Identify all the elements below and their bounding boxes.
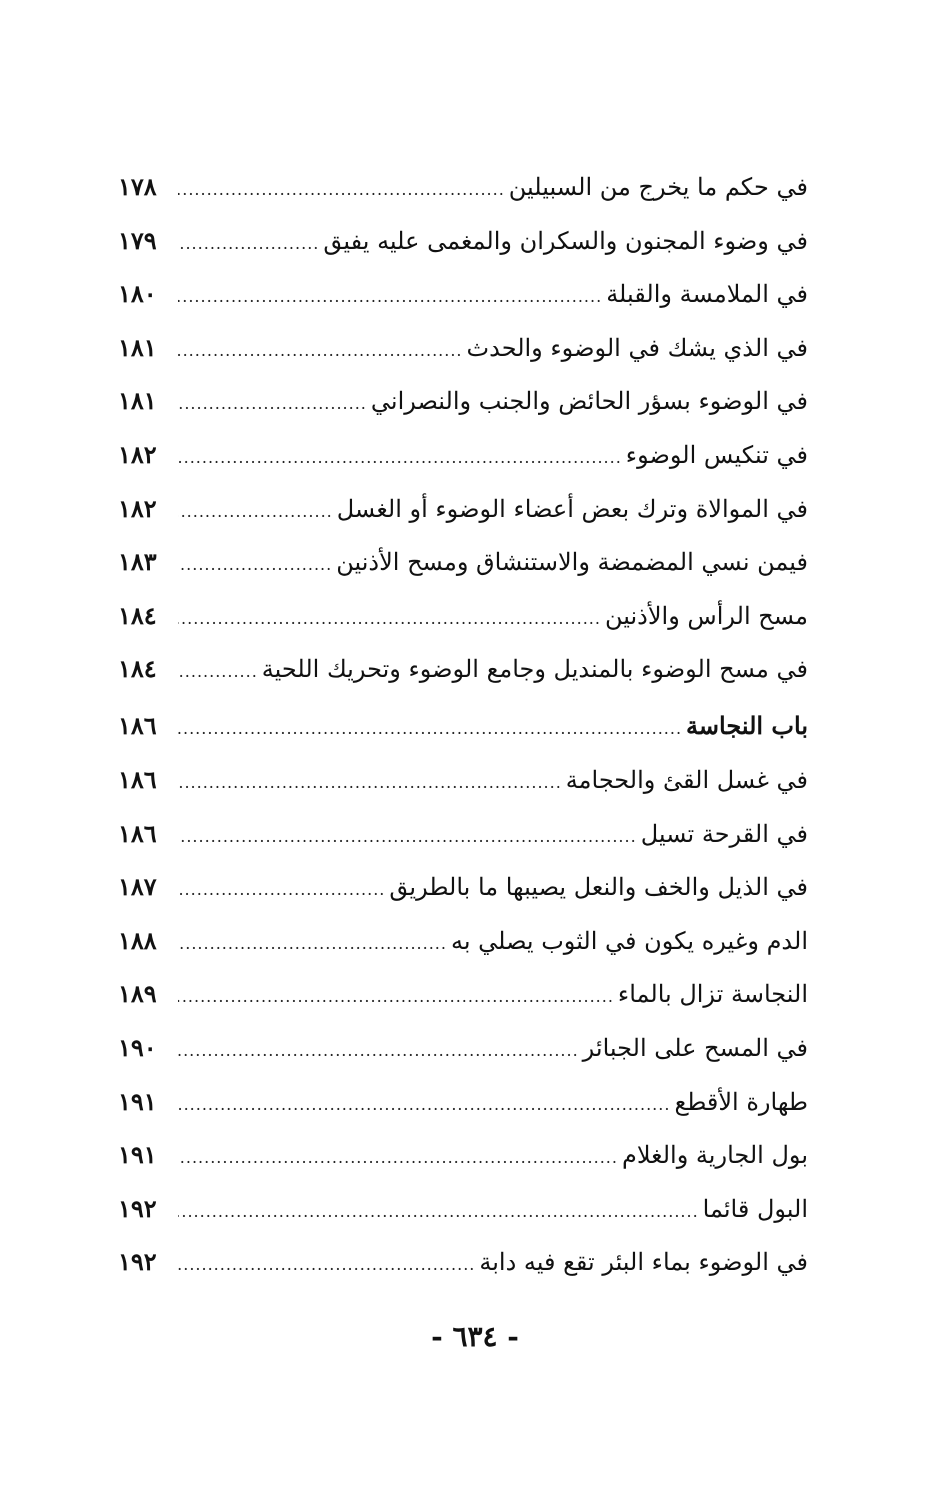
toc-entry-page: ١٨٩ <box>118 979 157 1009</box>
toc-entry-page: ١٩١ <box>118 1086 157 1116</box>
toc-entry-title: الدم وغيره يكون في الثوب يصلي به <box>450 926 808 955</box>
leader-dots <box>178 163 505 217</box>
leader-dots <box>178 1078 670 1132</box>
leader-dots <box>178 756 562 810</box>
toc-entry-title: فيمن نسي المضمضة والاستنشاق ومسح الأذنين <box>336 548 808 577</box>
toc-entry-title: البول قائما <box>702 1194 808 1223</box>
toc-entry-title: طهارة الأقطع <box>674 1087 808 1116</box>
leader-dots <box>178 431 622 485</box>
leader-dots <box>178 592 601 646</box>
toc-entry-page: ١٨١ <box>118 332 157 362</box>
toc-entry-title: بول الجارية والغلام <box>621 1141 808 1170</box>
toc-entry <box>118 374 808 428</box>
toc-entry <box>118 321 808 375</box>
toc-entry <box>118 160 808 214</box>
leader-dots <box>178 1185 699 1239</box>
leader-dots <box>178 270 602 324</box>
toc-entry-title: النجاسة تزال بالماء <box>617 980 808 1009</box>
toc-entry-title: في وضوء المجنون والسكران والمغمى عليه يفيق <box>323 226 808 255</box>
leader-dots <box>178 485 333 539</box>
leader-dots <box>178 324 463 378</box>
leader-dots <box>178 1238 475 1292</box>
toc-entry-page: ١٨٦ <box>118 764 157 794</box>
toc-entry-title: في حكم ما يخرج من السبيلين <box>508 173 808 201</box>
toc-entry-title: في الذي يشك في الوضوء والحدث <box>466 333 808 362</box>
toc-entry-page: ١٧٩ <box>118 225 157 255</box>
toc-entry-title: في الوضوء بماء البئر تقع فيه دابة <box>479 1248 808 1277</box>
leader-dots <box>178 645 258 699</box>
toc-entry <box>118 535 808 589</box>
toc-entry-page: ١٨٦ <box>118 710 157 740</box>
toc-entry <box>118 589 808 643</box>
toc-entry-page: ١٨٣ <box>118 547 157 577</box>
toc-entry-page: ١٩٠ <box>118 1032 157 1062</box>
toc-entry-page: ١٨٨ <box>118 925 157 955</box>
toc-entry-page: ١٧٨ <box>118 172 157 201</box>
toc-entry-page: ١٩٢ <box>118 1193 157 1223</box>
toc-entry <box>118 1075 808 1129</box>
toc-entry-page: ١٨٢ <box>118 493 157 523</box>
page-number: - ٦٣٤ - <box>431 1320 519 1353</box>
toc-entry-title: مسح الرأس والأذنين <box>604 601 808 630</box>
toc-entry-page: ١٨٠ <box>118 279 157 309</box>
toc-entry <box>118 642 808 696</box>
toc-entry <box>118 1182 808 1236</box>
toc-entry-page: ١٨١ <box>118 386 157 416</box>
toc-entry-title: في تنكيس الوضوء <box>625 440 808 469</box>
leader-dots <box>178 1131 618 1185</box>
toc-entry <box>118 267 808 321</box>
toc-entry <box>118 753 808 807</box>
table-of-contents <box>118 160 808 1289</box>
toc-entry <box>118 1128 808 1182</box>
toc-chapter-heading <box>118 696 808 753</box>
leader-dots <box>178 538 332 592</box>
toc-entry-page: ١٨٦ <box>118 818 157 848</box>
toc-entry <box>118 967 808 1021</box>
toc-entry-title: في غسل القئ والحجامة <box>565 765 808 794</box>
toc-entry-page: ١٨٧ <box>118 872 157 902</box>
leader-dots <box>178 970 614 1024</box>
toc-entry-page: ١٨٤ <box>118 600 157 630</box>
toc-entry-title: في مسح الوضوء بالمنديل وجامع الوضوء وتحريك اللحية <box>261 655 808 684</box>
toc-entry-page: ١٨٤ <box>118 654 157 684</box>
leader-dots <box>178 810 637 864</box>
toc-entry-title: في الموالاة وترك بعض أعضاء الوضوء أو الغسل <box>336 494 808 523</box>
toc-entry-title: في الوضوء بسؤر الحائض والجنب والنصراني <box>370 387 808 416</box>
leader-dots <box>178 217 319 271</box>
leader-dots <box>178 863 385 917</box>
toc-entry-page: ١٩١ <box>118 1140 157 1170</box>
toc-entry-title: في الملامسة والقبلة <box>606 280 808 309</box>
toc-entry <box>118 807 808 861</box>
leader-dots <box>178 377 367 431</box>
toc-entry <box>118 482 808 536</box>
toc-entry <box>118 914 808 968</box>
toc-entry <box>118 214 808 268</box>
toc-entry-title: في المسح على الجبائر <box>582 1033 808 1062</box>
leader-dots <box>178 917 447 971</box>
toc-entry-title: في الذيل والخف والنعل يصيبها ما بالطريق <box>389 873 808 902</box>
leader-dots <box>178 699 682 759</box>
toc-entry <box>118 428 808 482</box>
toc-entry <box>118 1021 808 1075</box>
toc-entry <box>118 860 808 914</box>
toc-entry <box>118 1235 808 1289</box>
toc-entry-page: ١٩٢ <box>118 1247 157 1277</box>
toc-entry-page: ١٨٢ <box>118 439 157 469</box>
toc-entry-title: في القرحة تسيل <box>640 819 808 848</box>
leader-dots <box>178 1024 579 1078</box>
toc-entry-title: باب النجاسة <box>686 710 808 740</box>
